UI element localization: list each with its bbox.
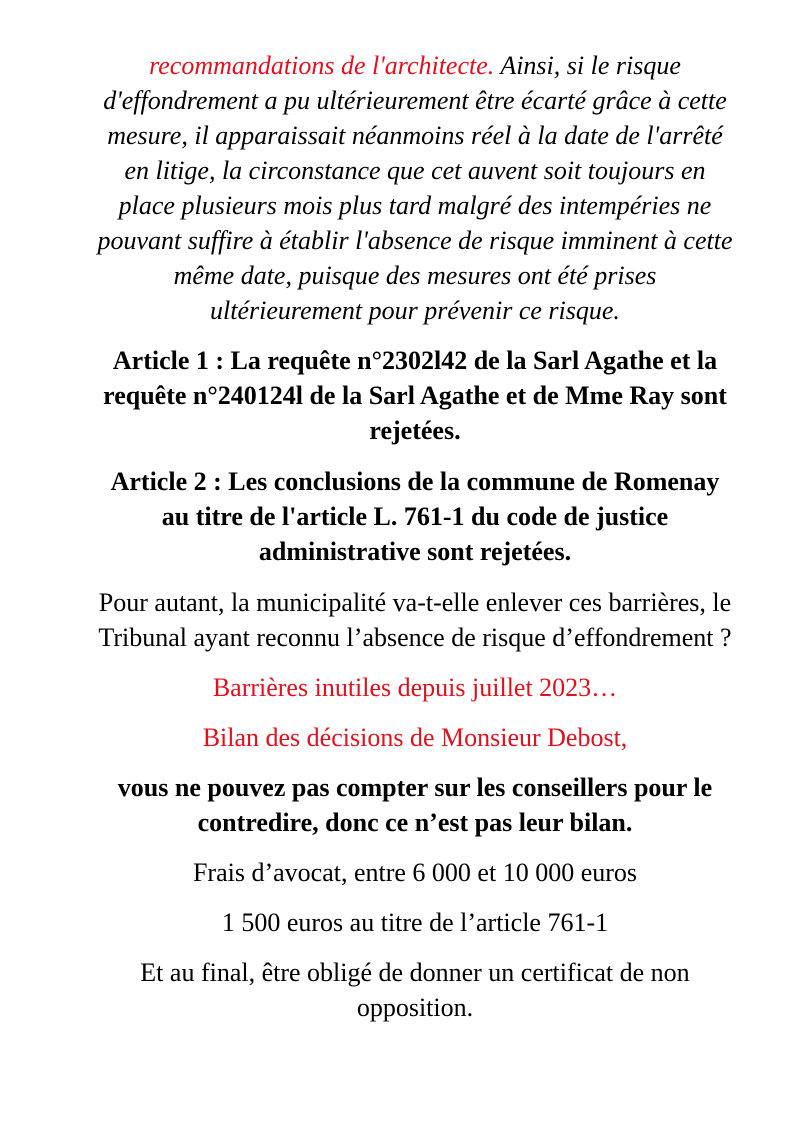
final-paragraph: Et au final, être obligé de donner un certificat de non opposition.: [140, 958, 690, 1022]
article-1: Article 1 : La requête n°2302l42 de la Sarl Agathe et la requête n°240124l de la Sarl Agathe et de Mme Ray sont rejetées.: [103, 346, 727, 445]
document-page: [95, 48, 735, 1040]
judgment-excerpt: [95, 48, 735, 328]
article-2: Article 2 : Les conclusions de la commune de Romenay au titre de l'article L. 761-1 du code de justice administrative sont rejetées.: [110, 467, 720, 566]
question-paragraph: Pour autant, la municipalité va-t-elle enlever ces barrières, le Tribunal ayant reconnu l’absence de risque d’effondrement ?: [98, 588, 732, 652]
excerpt-body: Ainsi, si le risque d'effondrement a pu ultérieurement être écarté grâce à cette mesure, il apparaissait néanmoins réel à la date de l'arrêté en litige, la circonstance que cet auvent soit toujours en place plusieurs mois plus tard malgré des intempéries ne pouvant suffire à établir l'absence de risque imminent à cette même date, puisque des mesures ont été prises ultérieurement pour prévenir ce risque.: [97, 51, 733, 325]
frais-line: Frais d’avocat, entre 6 000 et 10 000 euros: [192, 858, 638, 887]
barrieres-line: Barrières inutiles depuis juillet 2023…: [212, 673, 618, 702]
excerpt-red-lead: recommandations de l'architecte.: [149, 51, 495, 80]
article-761-line: 1 500 euros au titre de l’article 761-1: [221, 908, 609, 937]
bilan-line: Bilan des décisions de Monsieur Debost,: [202, 723, 628, 752]
conseillers-paragraph: vous ne pouvez pas compter sur les conseillers pour le contredire, donc ce n’est pas leur bilan.: [117, 773, 713, 837]
